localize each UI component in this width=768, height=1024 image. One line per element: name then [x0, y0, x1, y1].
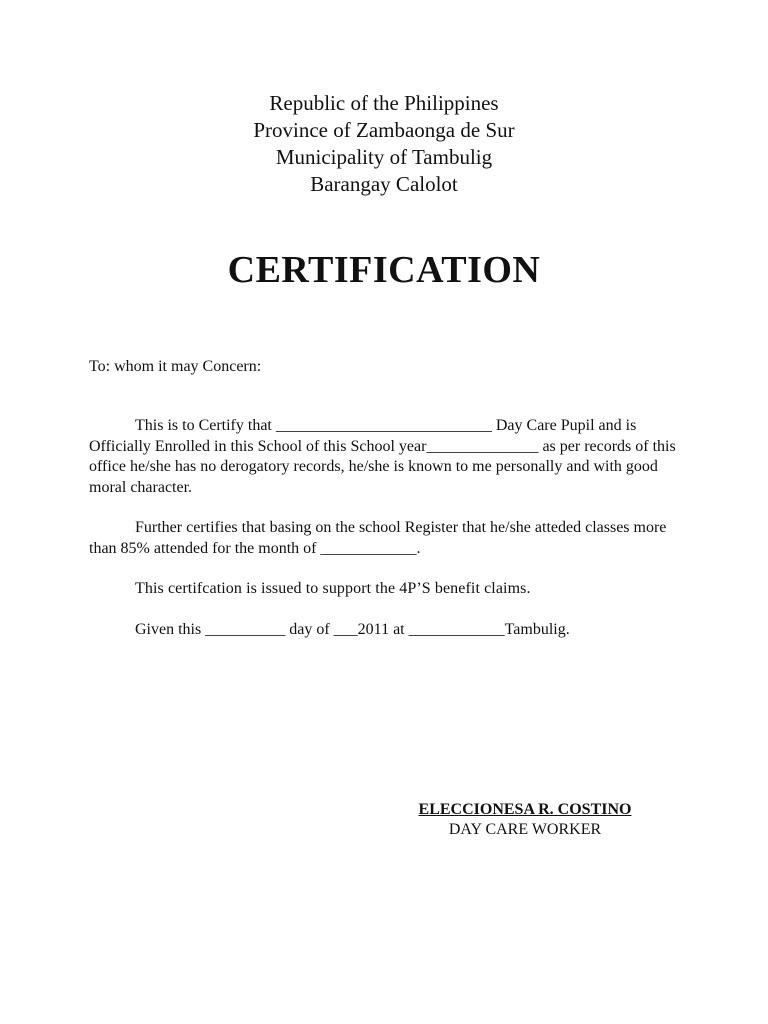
letterhead	[0, 90, 768, 198]
paragraph-purpose: This certifcation is issued to support the 4P’S benefit claims.	[135, 580, 531, 597]
paragraph-certify-text-3: as per records of this office he/she has no derogatory records, he/she is known to me personally and with good moral character.	[89, 437, 676, 496]
paragraph-certify	[89, 416, 689, 498]
signature-block	[390, 800, 660, 840]
pupil-name-blank: ___________________________	[275, 417, 492, 434]
paragraph-attendance-text-1: Further certifies that basing on the school Register that he/she atteded classes more than 85% attended for the month of	[89, 519, 667, 557]
paragraph-given-text-4: Tambulig.	[504, 621, 570, 638]
paragraph-attendance	[89, 518, 689, 559]
document-title: CERTIFICATION	[227, 249, 541, 291]
paragraph-certify-text-1: This is to Certify that	[135, 417, 276, 434]
paragraph-given-text-3: 2011 at	[357, 621, 409, 638]
signatory-position: DAY CARE WORKER	[448, 821, 602, 838]
header-municipality: Municipality of Tambulig	[275, 145, 493, 169]
given-month-blank: ___	[333, 621, 358, 638]
paragraph-certify-text-2: Day Care Pupil and is Officially Enrolled in this School of this School year	[89, 417, 637, 455]
paragraph-attendance-text-2: .	[416, 539, 421, 557]
paragraph-given-text-2: day of	[285, 621, 334, 638]
paragraph-given-text-1: Given this	[135, 621, 206, 638]
given-day-blank: __________	[205, 621, 286, 638]
attendance-month-blank: ____________	[320, 539, 417, 557]
header-province: Province of Zambaonga de Sur	[253, 118, 515, 142]
header-barangay: Barangay Calolot	[310, 172, 458, 196]
salutation: To: whom it may Concern:	[89, 358, 262, 375]
given-place-blank: ____________	[408, 621, 505, 638]
signatory-name: ELECCIONESA R. COSTINO	[418, 801, 632, 818]
school-year-blank: ______________	[426, 437, 539, 455]
header-country: Republic of the Philippines	[269, 91, 499, 115]
paragraph-given	[89, 620, 689, 641]
